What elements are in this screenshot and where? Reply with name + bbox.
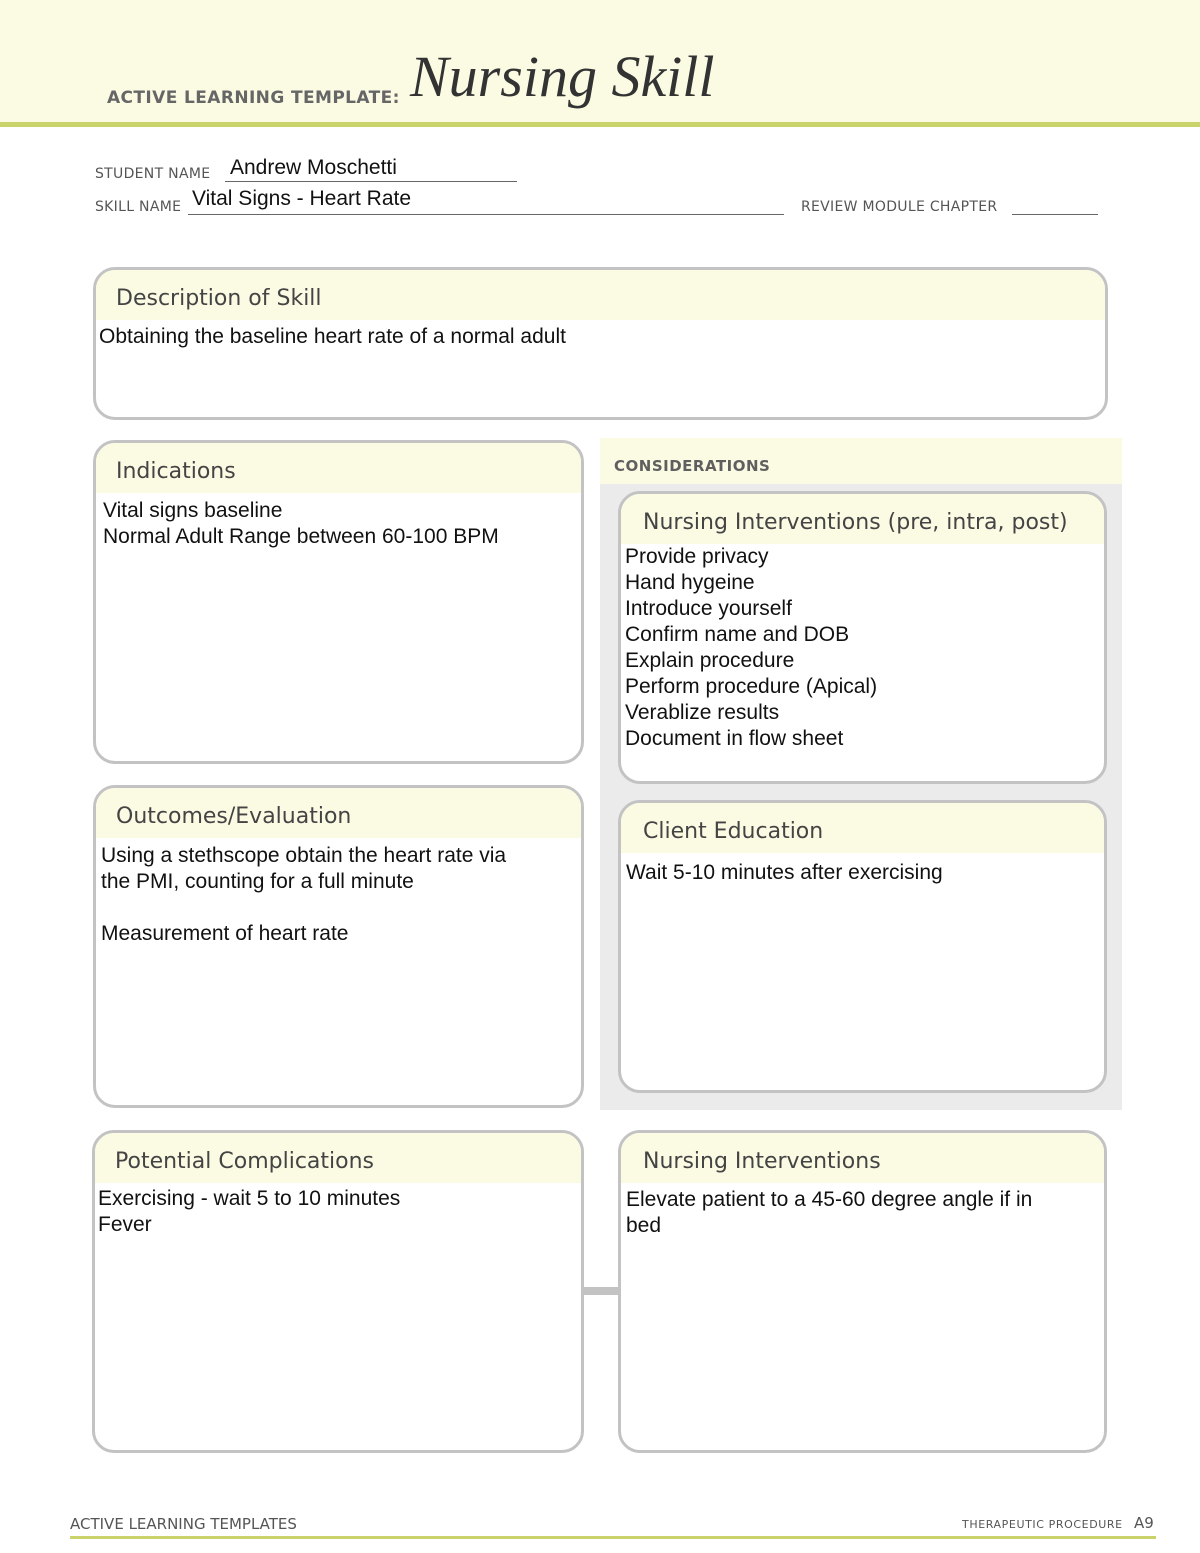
indications-text[interactable]: Vital signs baseline Normal Adult Range between 60-100 BPM xyxy=(103,499,499,548)
header-rule xyxy=(0,122,1200,127)
footer-rule xyxy=(70,1536,1156,1539)
complication-interventions-text[interactable]: Elevate patient to a 45-60 degree angle if in bed xyxy=(626,1188,1033,1237)
nursing-interventions-heading: Nursing Interventions (pre, intra, post) xyxy=(621,494,1104,544)
indications-card xyxy=(93,440,584,764)
outcomes-card xyxy=(93,785,584,1108)
nursing-interventions-text[interactable]: Provide privacy Hand hygeine Introduce yourself Confirm name and DOB Explain procedure Perform procedure (Apical) Verablize results Document in flow sheet xyxy=(625,545,878,750)
review-module-label: REVIEW MODULE CHAPTER xyxy=(801,199,998,215)
review-module-field[interactable] xyxy=(1012,195,1098,215)
complication-interventions-heading: Nursing Interventions xyxy=(621,1133,1104,1183)
connector-bar xyxy=(583,1287,621,1295)
description-card xyxy=(93,267,1108,420)
skill-name-label: SKILL NAME xyxy=(95,199,182,215)
template-label: ACTIVE LEARNING TEMPLATE: xyxy=(107,88,400,108)
complications-card xyxy=(92,1130,584,1453)
considerations-label: CONSIDERATIONS xyxy=(614,457,771,475)
client-education-text[interactable]: Wait 5-10 minutes after exercising xyxy=(626,861,943,884)
footer-left: ACTIVE LEARNING TEMPLATES xyxy=(70,1515,297,1533)
student-name-field[interactable]: Andrew Moschetti xyxy=(230,156,397,179)
skill-name-field[interactable]: Vital Signs - Heart Rate xyxy=(192,187,412,210)
complications-heading: Potential Complications xyxy=(95,1133,581,1183)
complication-interventions-card xyxy=(618,1130,1107,1453)
client-education-heading: Client Education xyxy=(621,803,1104,853)
complications-text[interactable]: Exercising - wait 5 to 10 minutes Fever xyxy=(98,1187,401,1236)
nursing-interventions-card xyxy=(618,491,1107,784)
student-name-label: STUDENT NAME xyxy=(95,166,211,182)
outcomes-text[interactable]: Using a stethscope obtain the heart rate via the PMI, counting for a full minute Measurement of heart rate xyxy=(101,844,507,945)
page-title: Nursing Skill xyxy=(410,44,715,109)
client-education-card xyxy=(618,800,1107,1093)
description-heading: Description of Skill xyxy=(96,270,1105,320)
outcomes-heading: Outcomes/Evaluation xyxy=(96,788,581,838)
footer-right: THERAPEUTIC PROCEDURE xyxy=(962,1518,1123,1531)
indications-heading: Indications xyxy=(96,443,581,493)
description-text[interactable]: Obtaining the baseline heart rate of a normal adult xyxy=(99,325,566,348)
footer-page-number: A9 xyxy=(1134,1514,1154,1532)
